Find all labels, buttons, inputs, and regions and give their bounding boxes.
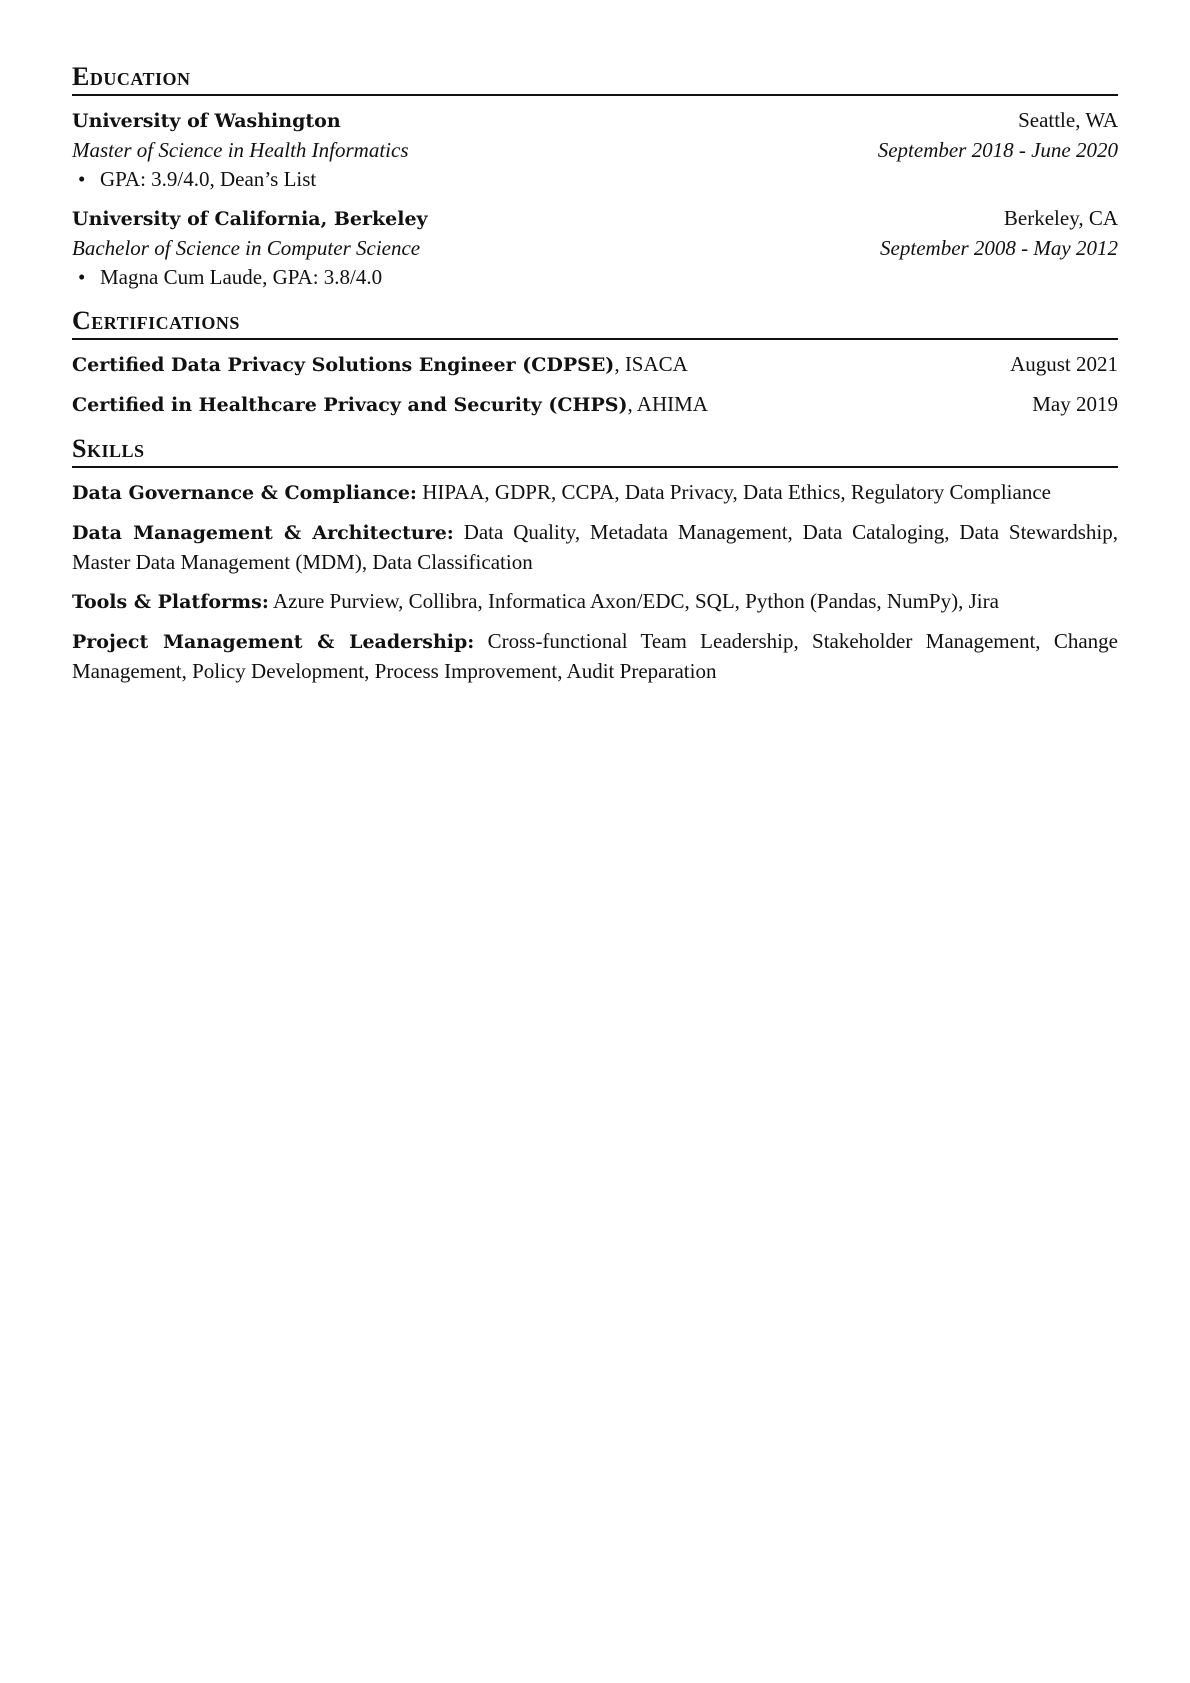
degree-dates: September 2008 - May 2012 xyxy=(880,236,1118,260)
skill-list: Cross-functional Team Leadership, Stakeholder Management, Change Management, Policy Development, Process Improvement, Audit Preparation xyxy=(72,629,1118,683)
skill-category: Project Management & Leadership: xyxy=(72,631,475,653)
skills-heading: Skills xyxy=(72,434,1118,468)
education-bullets xyxy=(72,263,1118,292)
certifications-section xyxy=(72,306,1118,420)
certification-issuer: , AHIMA xyxy=(627,392,708,416)
institution-location: Berkeley, CA xyxy=(1003,206,1118,230)
skill-group xyxy=(72,518,1118,577)
skill-category: Data Governance & Compliance: xyxy=(72,482,417,504)
institution-location: Seattle, WA xyxy=(1018,108,1118,132)
education-heading: Education xyxy=(72,62,1118,96)
education-bullet: • Magna Cum Laude, GPA: 3.8/4.0 xyxy=(100,263,1118,292)
education-bullet: • GPA: 3.9/4.0, Dean’s List xyxy=(100,165,1118,194)
skill-category: Data Management & Architecture: xyxy=(72,522,454,544)
skill-group xyxy=(72,587,1118,617)
certification-issuer: , ISACA xyxy=(614,352,688,376)
certification-date: May 2019 xyxy=(1032,392,1118,416)
resume-page xyxy=(72,62,1118,700)
certification-date: August 2021 xyxy=(1010,352,1118,376)
skill-list: Azure Purview, Collibra, Informatica Axon/EDC, SQL, Python (Pandas, NumPy), Jira xyxy=(268,589,999,613)
skill-list: HIPAA, GDPR, CCPA, Data Privacy, Data Ethics, Regulatory Compliance xyxy=(416,480,1051,504)
certification-name: Certified Data Privacy Solutions Engineer (CDPSE) xyxy=(72,354,615,376)
certification-item xyxy=(72,390,1118,420)
certification-item xyxy=(72,350,1118,380)
institution-name: University of California, Berkeley xyxy=(72,208,428,230)
degree-dates: September 2018 - June 2020 xyxy=(877,138,1118,162)
degree-name: Bachelor of Science in Computer Science xyxy=(72,236,421,260)
institution-name: University of Washington xyxy=(72,110,341,132)
education-entry xyxy=(72,106,1118,194)
skill-group xyxy=(72,478,1118,508)
skill-group xyxy=(72,627,1118,686)
education-section xyxy=(72,62,1118,292)
skill-category: Tools & Platforms: xyxy=(72,591,269,613)
education-bullets xyxy=(72,165,1118,194)
certification-name: Certified in Healthcare Privacy and Security (CHPS) xyxy=(72,394,628,416)
skills-section xyxy=(72,434,1118,686)
skill-list: Data Quality, Metadata Management, Data Cataloging, Data Stewardship, Master Data Management (MDM), Data Classification xyxy=(72,520,1118,574)
certifications-heading: Certifications xyxy=(72,306,1118,340)
education-entry xyxy=(72,204,1118,292)
degree-name: Master of Science in Health Informatics xyxy=(72,138,409,162)
